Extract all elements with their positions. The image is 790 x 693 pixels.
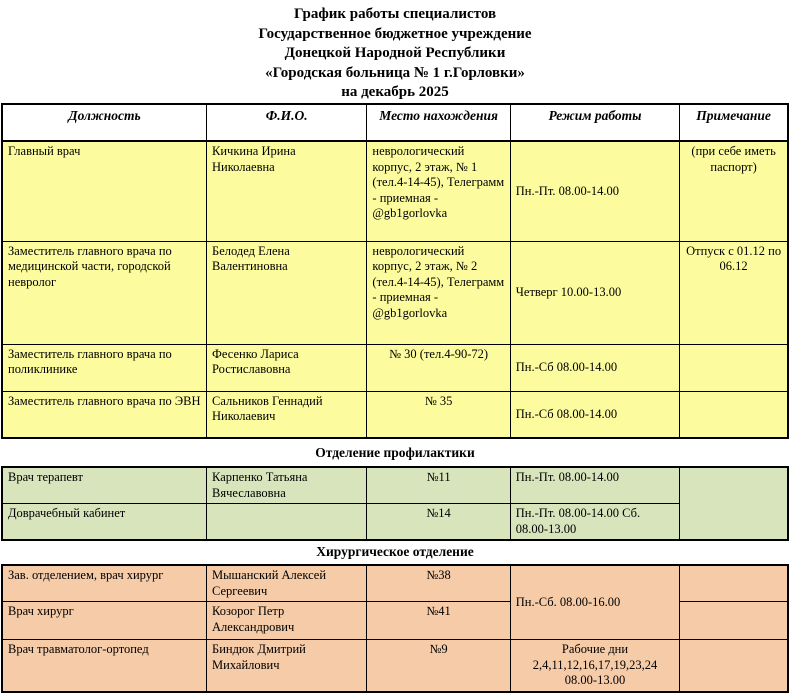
table-row bbox=[2, 565, 788, 602]
column-header-location: Место нахождения bbox=[367, 104, 510, 141]
cell-schedule: Пн.-Сб. 08.00-16.00 bbox=[510, 565, 679, 640]
title-line-5: на декабрь 2025 bbox=[341, 84, 449, 100]
cell-fio: Фесенко Лариса Ростиславовна bbox=[207, 344, 367, 391]
column-header-schedule: Режим работы bbox=[510, 104, 679, 141]
cell-fio: Биндюк Дмитрий Михайлович bbox=[207, 640, 367, 692]
section-title-surgery: Хирургическое отделение bbox=[0, 541, 790, 564]
table-row bbox=[2, 467, 788, 504]
section-title-prevention: Отделение профилактики bbox=[0, 439, 790, 466]
cell-note bbox=[680, 602, 788, 640]
cell-schedule: Пн.-Сб 08.00-14.00 bbox=[510, 391, 679, 438]
cell-note: (при себе иметь паспорт) bbox=[680, 141, 788, 241]
cell-note bbox=[680, 391, 788, 438]
title-line-2: Государственное бюджетное учреждение bbox=[258, 25, 532, 42]
cell-schedule: Пн.-Пт. 08.00-14.00 Сб. 08.00-13.00 bbox=[510, 504, 679, 541]
table-row bbox=[2, 141, 788, 241]
administration-schedule-table bbox=[1, 103, 789, 439]
cell-position: Врач терапевт bbox=[2, 467, 207, 504]
column-header-position: Должность bbox=[2, 104, 207, 141]
cell-schedule: Пн.-Сб 08.00-14.00 bbox=[510, 344, 679, 391]
prevention-schedule-table bbox=[1, 466, 789, 541]
cell-location: №41 bbox=[367, 602, 510, 640]
cell-location: неврологический корпус, 2 этаж, № 1 (тел.4-14-45), Телеграмм - приемная - @gb1gorlovka bbox=[367, 141, 510, 241]
column-header-fio: Ф.И.О. bbox=[207, 104, 367, 141]
cell-fio: Сальников Геннадий Николаевич bbox=[207, 391, 367, 438]
cell-position: Врач травматолог-ортопед bbox=[2, 640, 207, 692]
table-row bbox=[2, 344, 788, 391]
table-row bbox=[2, 391, 788, 438]
title-line-3: Донецкой Народной Республики bbox=[284, 45, 506, 61]
cell-schedule: Четверг 10.00-13.00 bbox=[510, 241, 679, 344]
column-header-note: Примечание bbox=[680, 104, 788, 141]
cell-note: Отпуск с 01.12 по 06.12 bbox=[680, 241, 788, 344]
cell-note bbox=[680, 640, 788, 692]
cell-note bbox=[680, 344, 788, 391]
cell-location: № 35 bbox=[367, 391, 510, 438]
cell-fio: Карпенко Татьяна Вячеславовна bbox=[207, 467, 367, 504]
cell-fio: Кичкина Ирина Николаевна bbox=[207, 141, 367, 241]
cell-position: Главный врач bbox=[2, 141, 207, 241]
cell-location: №11 bbox=[367, 467, 510, 504]
table-row bbox=[2, 640, 788, 692]
table-row bbox=[2, 241, 788, 344]
cell-location: № 30 (тел.4-90-72) bbox=[367, 344, 510, 391]
cell-schedule: Пн.-Пт. 08.00-14.00 bbox=[510, 141, 679, 241]
cell-position: Врач хирург bbox=[2, 602, 207, 640]
title-line-1: График работы специалистов bbox=[293, 6, 497, 22]
cell-position: Заместитель главного врача по медицинской части, городской невролог bbox=[2, 241, 207, 344]
title-line-4: «Городская больница № 1 г.Горловки» bbox=[265, 64, 525, 81]
cell-fio: Мышанский Алексей Сергеевич bbox=[207, 565, 367, 602]
cell-schedule: Пн.-Пт. 08.00-14.00 bbox=[510, 467, 679, 504]
cell-location: №14 bbox=[367, 504, 510, 541]
cell-fio: Козорог Петр Александрович bbox=[207, 602, 367, 640]
cell-note bbox=[680, 565, 788, 602]
table-header-row bbox=[2, 104, 788, 141]
cell-position: Доврачебный кабинет bbox=[2, 504, 207, 541]
cell-location: неврологический корпус, 2 этаж, № 2 (тел.4-14-45), Телеграмм - приемная - @gb1gorlovka bbox=[367, 241, 510, 344]
cell-location: №38 bbox=[367, 565, 510, 602]
cell-position: Зав. отделением, врач хирург bbox=[2, 565, 207, 602]
cell-position: Заместитель главного врача по поликлинике bbox=[2, 344, 207, 391]
cell-location: №9 bbox=[367, 640, 510, 692]
document-title bbox=[0, 0, 790, 103]
cell-position: Заместитель главного врача по ЭВН bbox=[2, 391, 207, 438]
cell-schedule: Рабочие дни 2,4,11,12,16,17,19,23,24 08.00-13.00 bbox=[510, 640, 679, 692]
cell-fio: Белодед Елена Валентиновна bbox=[207, 241, 367, 344]
cell-note bbox=[680, 467, 788, 540]
surgery-schedule-table bbox=[1, 564, 789, 693]
table-row bbox=[2, 504, 788, 541]
cell-fio bbox=[207, 504, 367, 541]
